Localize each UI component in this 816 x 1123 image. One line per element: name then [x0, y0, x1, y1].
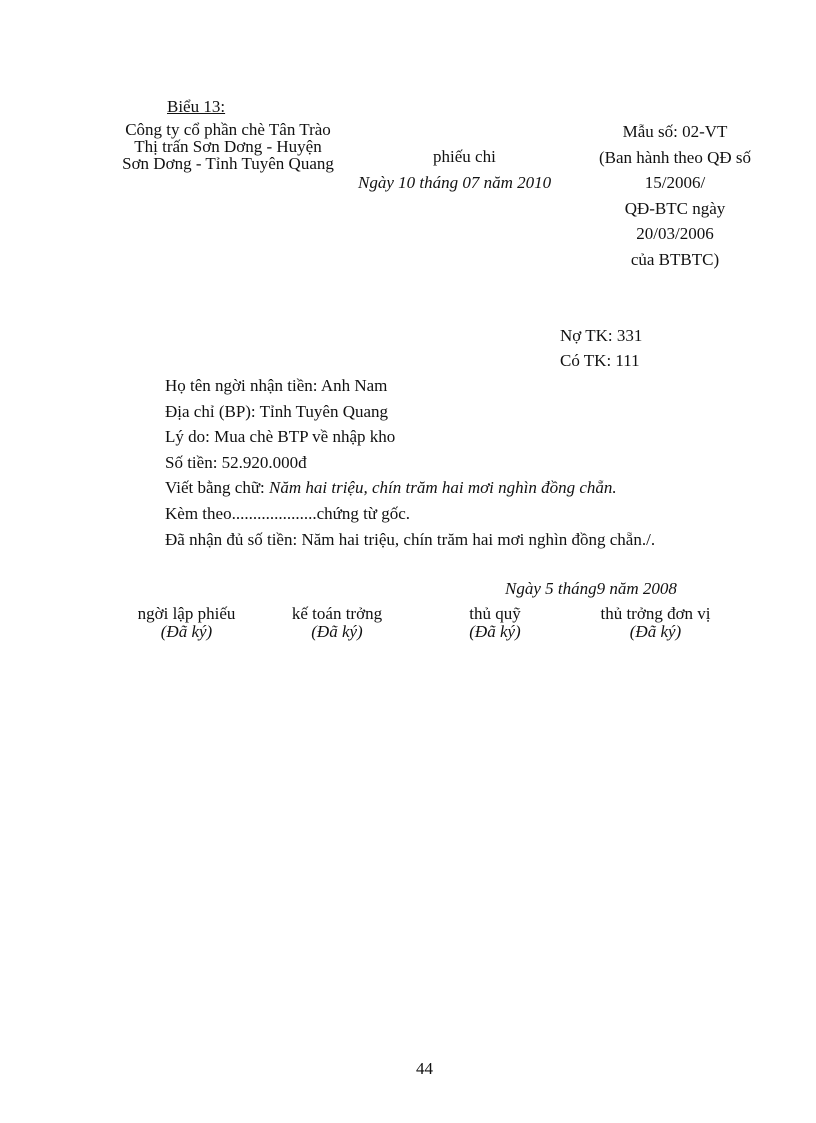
signature-status-director: (Đã ký) [629, 622, 682, 641]
company-block [100, 121, 356, 172]
address-line: Địa chỉ (BP): Tỉnh Tuyên Quang [165, 402, 389, 421]
signature-status-preparer: (Đã ký) [160, 622, 213, 641]
signature-title-cashier: thủ quỹ [469, 604, 521, 623]
form-reference: Biểu 13: [167, 97, 226, 116]
document-date: Ngày 10 tháng 07 năm 2010 [358, 173, 552, 192]
template-info [584, 119, 766, 272]
signature-date: Ngày 5 tháng9 năm 2008 [505, 579, 677, 598]
debit-account: Nợ TK: 331 [560, 326, 643, 345]
reason-line: Lý do: Mua chè BTP về nhập kho [165, 427, 396, 446]
credit-account: Có TK: 111 [560, 351, 640, 370]
signature-title-director: thủ trởng đơn vị [600, 604, 711, 623]
company-address-line-2: Sơn Dơng - Tỉnh Tuyên Quang [122, 154, 334, 173]
amount-line: Số tiền: 52.920.000đ [165, 453, 307, 472]
amount-in-words-line [165, 478, 617, 498]
template-decision-date-label: QĐ-BTC ngày [624, 198, 726, 218]
received-line: Đã nhận đủ số tiền: Năm hai triệu, chín trăm hai mơi nghìn đồng chẵn./. [165, 530, 656, 549]
signature-title-chief-accountant: kế toán trởng [291, 604, 383, 623]
template-decision-number: 15/2006/ [644, 173, 706, 192]
document-title: phiếu chi [433, 147, 496, 166]
page-number: 44 [416, 1059, 433, 1078]
attached-documents-line: Kèm theo....................chứng từ gốc. [165, 504, 411, 523]
template-decision: (Ban hành theo QĐ số [598, 147, 752, 167]
amount-in-words-value: Năm hai triệu, chín trăm hai mơi nghìn đồng chẵn. [269, 478, 617, 497]
company-address-line-1: Thị trấn Sơn Dơng - Huyện [134, 137, 322, 156]
signature-status-chief-accountant: (Đã ký) [311, 622, 363, 641]
template-decision-date: 20/03/2006 [636, 224, 714, 243]
signature-title-preparer: ngời lập phiếu [137, 604, 236, 623]
amount-in-words-label: Viết bằng chữ: [165, 478, 265, 497]
template-number: Mẫu số: 02-VT [622, 122, 728, 141]
signature-status-cashier: (Đã ký) [469, 622, 521, 641]
recipient-line: Họ tên ngời nhận tiền: Anh Nam [165, 376, 388, 395]
company-name: Công ty cổ phần chè Tân Trào [125, 120, 331, 139]
template-issuer: của BTBTC) [630, 249, 720, 269]
